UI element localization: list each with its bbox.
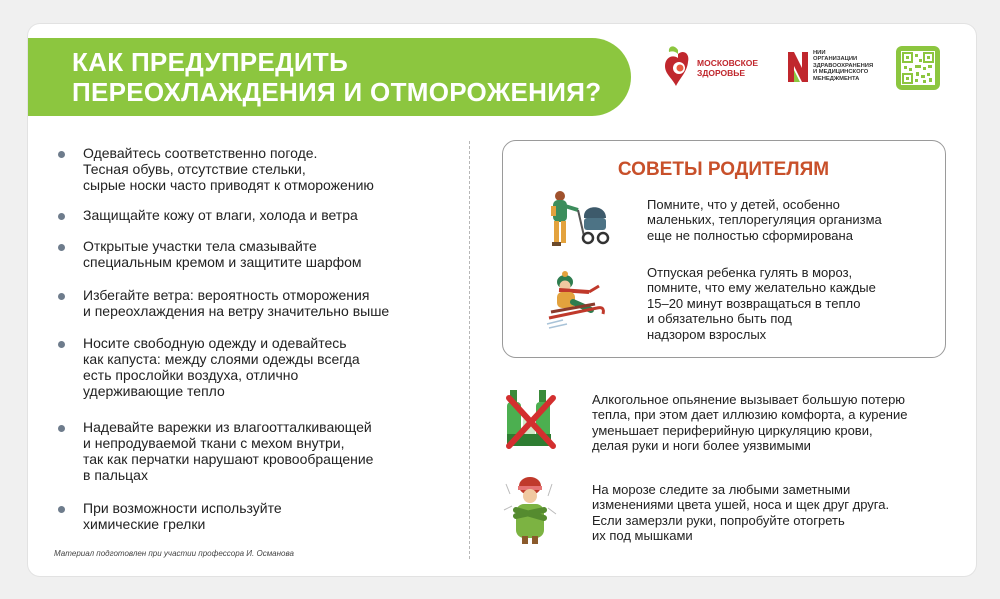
qr-code[interactable] [896, 46, 940, 90]
page-title: КАК ПРЕДУПРЕДИТЬ ПЕРЕОХЛАЖДЕНИЯ И ОТМОРОЖЕНИЯ? [72, 47, 602, 107]
no-alcohol-icon [503, 388, 561, 459]
list-item-text: Открытые участки тела смазывайте специальным кремом и защитите шарфом [83, 238, 362, 270]
bullet-icon [58, 293, 65, 300]
title-banner [28, 38, 631, 116]
bullet-icon [58, 213, 65, 220]
parents-tip-2: Отпуская ребенка гулять в мороз, помните, что ему желательно каждые 15–20 минут возвращаться в тепло и обязательно быть под надзором взрослых [647, 265, 876, 342]
list-item-text: Надевайте варежки из влагоотталкивающей и непродуваемой ткани с мехом внутри, так как перчатки нарушают кровообращение в пальцах [83, 419, 374, 483]
qr-code-icon [901, 51, 935, 85]
moscow-health-logo [660, 42, 768, 92]
moscow-health-text: МОСКОВСКОЕ ЗДОРОВЬЕ [697, 58, 759, 78]
list-item-text: Одевайтесь соответственно погоде. Тесная обувь, отсутствие стельки, сырые носки часто приводят к отморожению [83, 145, 374, 193]
nii-logo [786, 48, 886, 92]
list-item-text: При возможности используйте химические грелки [83, 500, 282, 532]
alcohol-note: Алкогольное опьянение вызывает большую потерю тепла, при этом дает иллюзию комфорта, а курение уменьшает периферийную циркуляцию крови, делая руки и ноги более уязвимыми [592, 392, 908, 454]
nii-logo-text: НИИ ОРГАНИЗАЦИИ ЗДРАВООХРАНЕНИЯ И МЕДИЦИНСКОГО МЕНЕДЖМЕНТА [813, 50, 874, 82]
moscow-health-logo-icon [660, 42, 696, 92]
list-item-text: Избегайте ветра: вероятность отморожения и переохлаждения на ветру значительно выше [83, 287, 390, 319]
child-on-sled-icon [545, 270, 609, 339]
cold-person-icon [500, 474, 560, 551]
parents-tip-1: Помните, что у детей, особенно маленьких, теплорегуляция организма еще не полностью сформирована [647, 197, 882, 243]
bullet-icon [58, 506, 65, 513]
divider [469, 141, 470, 559]
list-item-text: Носите свободную одежду и одевайтесь как капуста: между слоями одежды всегда есть прослойки воздуха, отлично удерживающие тепло [83, 335, 360, 399]
parent-with-stroller-icon [540, 188, 610, 257]
parents-advice-title: СОВЕТЫ РОДИТЕЛЯМ [617, 159, 830, 180]
frost-note: На морозе следите за любыми заметными изменениями цвета ушей, носа и щек друг друга. Если замерзли руки, попробуйте отогреть их под мышками [592, 482, 890, 544]
footnote: Материал подготовлен при участии профессора И. Османова [54, 549, 294, 558]
nii-logo-icon [786, 48, 810, 86]
bullet-icon [58, 425, 65, 432]
bullet-icon [58, 341, 65, 348]
bullet-icon [58, 244, 65, 251]
bullet-icon [58, 151, 65, 158]
list-item-text: Защищайте кожу от влаги, холода и ветра [83, 207, 358, 223]
